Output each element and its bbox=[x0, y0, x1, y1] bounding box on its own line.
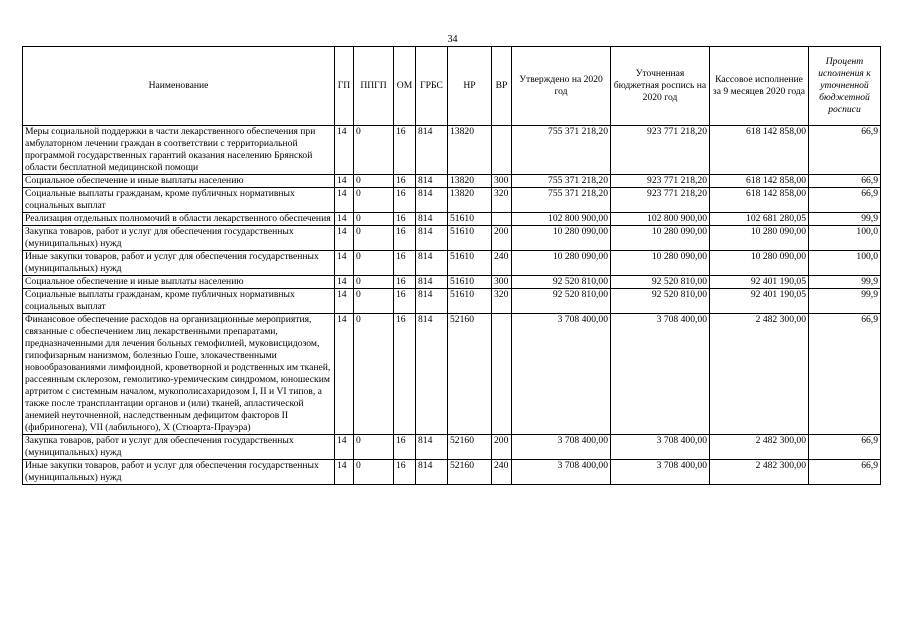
cell-percent: 66,9 bbox=[809, 435, 881, 460]
cell-vr: 300 bbox=[492, 276, 512, 289]
cell-approved: 755 371 218,20 bbox=[512, 126, 611, 175]
cell-cash: 102 681 280,05 bbox=[710, 213, 809, 226]
header-cash: Кассовое исполнение за 9 месяцев 2020 года bbox=[710, 47, 809, 126]
cell-percent: 66,9 bbox=[809, 175, 881, 188]
cell-gp: 14 bbox=[335, 213, 354, 226]
cell-cash: 618 142 858,00 bbox=[710, 126, 809, 175]
header-vr: ВР bbox=[492, 47, 512, 126]
cell-gp: 14 bbox=[335, 276, 354, 289]
cell-refined: 10 280 090,00 bbox=[611, 251, 710, 276]
cell-om: 16 bbox=[394, 188, 416, 213]
cell-ppgp: 0 bbox=[354, 188, 394, 213]
cell-np: 13820 bbox=[448, 126, 492, 175]
table-row bbox=[23, 435, 881, 460]
table-header-row bbox=[23, 47, 881, 126]
page-number: 34 bbox=[447, 34, 458, 45]
cell-percent: 99,9 bbox=[809, 289, 881, 314]
cell-name: Социальное обеспечение и иные выплаты населению bbox=[23, 175, 335, 188]
header-np: НР bbox=[448, 47, 492, 126]
table-row bbox=[23, 460, 881, 485]
cell-om: 16 bbox=[394, 251, 416, 276]
cell-gp: 14 bbox=[335, 126, 354, 175]
cell-refined: 923 771 218,20 bbox=[611, 126, 710, 175]
cell-name: Социальные выплаты гражданам, кроме публичных нормативных социальных выплат bbox=[23, 289, 335, 314]
cell-ppgp: 0 bbox=[354, 314, 394, 435]
table-row bbox=[23, 251, 881, 276]
cell-np: 51610 bbox=[448, 251, 492, 276]
cell-percent: 100,0 bbox=[809, 226, 881, 251]
header-percent: Процент исполнения к уточненной бюджетной росписи bbox=[809, 47, 881, 126]
cell-percent: 99,9 bbox=[809, 276, 881, 289]
cell-ppgp: 0 bbox=[354, 435, 394, 460]
cell-gp: 14 bbox=[335, 175, 354, 188]
cell-grbs: 814 bbox=[416, 314, 448, 435]
header-gp: ГП bbox=[335, 47, 354, 126]
cell-ppgp: 0 bbox=[354, 276, 394, 289]
cell-np: 51610 bbox=[448, 276, 492, 289]
cell-percent: 66,9 bbox=[809, 188, 881, 213]
cell-ppgp: 0 bbox=[354, 289, 394, 314]
cell-grbs: 814 bbox=[416, 289, 448, 314]
cell-approved: 755 371 218,20 bbox=[512, 188, 611, 213]
cell-om: 16 bbox=[394, 314, 416, 435]
cell-cash: 10 280 090,00 bbox=[710, 251, 809, 276]
cell-approved: 755 371 218,20 bbox=[512, 175, 611, 188]
cell-ppgp: 0 bbox=[354, 126, 394, 175]
cell-grbs: 814 bbox=[416, 460, 448, 485]
cell-np: 51610 bbox=[448, 213, 492, 226]
cell-name: Закупка товаров, работ и услуг для обеспечения государственных (муниципальных) нужд bbox=[23, 226, 335, 251]
cell-grbs: 814 bbox=[416, 226, 448, 251]
cell-percent: 99,9 bbox=[809, 213, 881, 226]
cell-gp: 14 bbox=[335, 226, 354, 251]
cell-percent: 66,9 bbox=[809, 460, 881, 485]
header-approved: Утверждено на 2020 год bbox=[512, 47, 611, 126]
header-name: Наименование bbox=[23, 47, 335, 126]
cell-om: 16 bbox=[394, 126, 416, 175]
table-row bbox=[23, 289, 881, 314]
cell-refined: 92 520 810,00 bbox=[611, 289, 710, 314]
cell-gp: 14 bbox=[335, 289, 354, 314]
cell-np: 52160 bbox=[448, 460, 492, 485]
cell-percent: 66,9 bbox=[809, 314, 881, 435]
cell-cash: 92 401 190,05 bbox=[710, 276, 809, 289]
cell-percent: 100,0 bbox=[809, 251, 881, 276]
cell-vr bbox=[492, 314, 512, 435]
cell-approved: 3 708 400,00 bbox=[512, 435, 611, 460]
cell-np: 52160 bbox=[448, 435, 492, 460]
cell-name: Социальные выплаты гражданам, кроме публичных нормативных социальных выплат bbox=[23, 188, 335, 213]
cell-vr: 320 bbox=[492, 188, 512, 213]
cell-grbs: 814 bbox=[416, 126, 448, 175]
cell-cash: 2 482 300,00 bbox=[710, 460, 809, 485]
cell-om: 16 bbox=[394, 175, 416, 188]
cell-cash: 92 401 190,05 bbox=[710, 289, 809, 314]
cell-om: 16 bbox=[394, 213, 416, 226]
cell-gp: 14 bbox=[335, 314, 354, 435]
cell-cash: 618 142 858,00 bbox=[710, 175, 809, 188]
cell-np: 51610 bbox=[448, 226, 492, 251]
cell-om: 16 bbox=[394, 289, 416, 314]
cell-name: Реализация отдельных полномочий в области лекарственного обеспечения bbox=[23, 213, 335, 226]
cell-refined: 923 771 218,20 bbox=[611, 188, 710, 213]
header-ppgp: ППГП bbox=[354, 47, 394, 126]
cell-grbs: 814 bbox=[416, 213, 448, 226]
cell-vr bbox=[492, 126, 512, 175]
budget-table bbox=[22, 46, 881, 485]
cell-cash: 618 142 858,00 bbox=[710, 188, 809, 213]
table-row bbox=[23, 213, 881, 226]
table-row bbox=[23, 188, 881, 213]
cell-grbs: 814 bbox=[416, 276, 448, 289]
cell-approved: 3 708 400,00 bbox=[512, 460, 611, 485]
table-row bbox=[23, 175, 881, 188]
cell-vr: 200 bbox=[492, 226, 512, 251]
cell-approved: 92 520 810,00 bbox=[512, 276, 611, 289]
cell-vr: 240 bbox=[492, 460, 512, 485]
cell-grbs: 814 bbox=[416, 175, 448, 188]
cell-cash: 10 280 090,00 bbox=[710, 226, 809, 251]
cell-refined: 3 708 400,00 bbox=[611, 435, 710, 460]
cell-ppgp: 0 bbox=[354, 251, 394, 276]
cell-ppgp: 0 bbox=[354, 213, 394, 226]
cell-name: Финансовое обеспечение расходов на организационные мероприятия, связанные с обеспечением лиц лекарственными препаратами, предназначенными для лечения больных гемофилией, муковисцидозом, гипофизарным нанизмом, болезнью Гоше, злокачественными новообразованиями лимфоидной, кроветворной и родственных им тканей, рассеянным склерозом, гемолитико-уремическим синдромом, юношеским артритом с системным началом, мукополисахаридозом I, II и VI типов, а также после трансплантации органов и (или) тканей, апластической анемией неуточненной, наследственным дефицитом факторов II (фибриногена), VII (лабильного), X (Стюарта-Прауэра) bbox=[23, 314, 335, 435]
cell-name: Социальное обеспечение и иные выплаты населению bbox=[23, 276, 335, 289]
table-row bbox=[23, 276, 881, 289]
table-body bbox=[23, 126, 881, 485]
cell-grbs: 814 bbox=[416, 435, 448, 460]
table-row bbox=[23, 314, 881, 435]
cell-om: 16 bbox=[394, 226, 416, 251]
cell-om: 16 bbox=[394, 276, 416, 289]
cell-gp: 14 bbox=[335, 188, 354, 213]
cell-name: Меры социальной поддержки в части лекарственного обеспечения при амбулаторном лечении граждан в соответствии с территориальной программой государственных гарантий оказания населению Брянской области бесплатной медицинской помощи bbox=[23, 126, 335, 175]
cell-ppgp: 0 bbox=[354, 460, 394, 485]
cell-ppgp: 0 bbox=[354, 226, 394, 251]
cell-ppgp: 0 bbox=[354, 175, 394, 188]
cell-gp: 14 bbox=[335, 435, 354, 460]
cell-grbs: 814 bbox=[416, 251, 448, 276]
cell-name: Иные закупки товаров, работ и услуг для обеспечения государственных (муниципальных) нужд bbox=[23, 460, 335, 485]
table-row bbox=[23, 226, 881, 251]
cell-name: Закупка товаров, работ и услуг для обеспечения государственных (муниципальных) нужд bbox=[23, 435, 335, 460]
cell-grbs: 814 bbox=[416, 188, 448, 213]
header-om: ОМ bbox=[394, 47, 416, 126]
cell-np: 13820 bbox=[448, 188, 492, 213]
cell-om: 16 bbox=[394, 435, 416, 460]
cell-gp: 14 bbox=[335, 251, 354, 276]
cell-percent: 66,9 bbox=[809, 126, 881, 175]
cell-vr: 240 bbox=[492, 251, 512, 276]
cell-refined: 923 771 218,20 bbox=[611, 175, 710, 188]
cell-vr: 320 bbox=[492, 289, 512, 314]
cell-refined: 92 520 810,00 bbox=[611, 276, 710, 289]
cell-om: 16 bbox=[394, 460, 416, 485]
cell-approved: 102 800 900,00 bbox=[512, 213, 611, 226]
cell-vr: 300 bbox=[492, 175, 512, 188]
cell-cash: 2 482 300,00 bbox=[710, 314, 809, 435]
cell-np: 51610 bbox=[448, 289, 492, 314]
cell-cash: 2 482 300,00 bbox=[710, 435, 809, 460]
cell-refined: 102 800 900,00 bbox=[611, 213, 710, 226]
cell-approved: 92 520 810,00 bbox=[512, 289, 611, 314]
cell-np: 13820 bbox=[448, 175, 492, 188]
table-row bbox=[23, 126, 881, 175]
cell-gp: 14 bbox=[335, 460, 354, 485]
cell-approved: 10 280 090,00 bbox=[512, 251, 611, 276]
header-grbs: ГРБС bbox=[416, 47, 448, 126]
cell-refined: 10 280 090,00 bbox=[611, 226, 710, 251]
cell-name: Иные закупки товаров, работ и услуг для обеспечения государственных (муниципальных) нужд bbox=[23, 251, 335, 276]
cell-approved: 10 280 090,00 bbox=[512, 226, 611, 251]
cell-approved: 3 708 400,00 bbox=[512, 314, 611, 435]
cell-vr bbox=[492, 213, 512, 226]
cell-np: 52160 bbox=[448, 314, 492, 435]
cell-vr: 200 bbox=[492, 435, 512, 460]
cell-refined: 3 708 400,00 bbox=[611, 460, 710, 485]
cell-refined: 3 708 400,00 bbox=[611, 314, 710, 435]
header-refined: Уточненная бюджетная роспись на 2020 год bbox=[611, 47, 710, 126]
